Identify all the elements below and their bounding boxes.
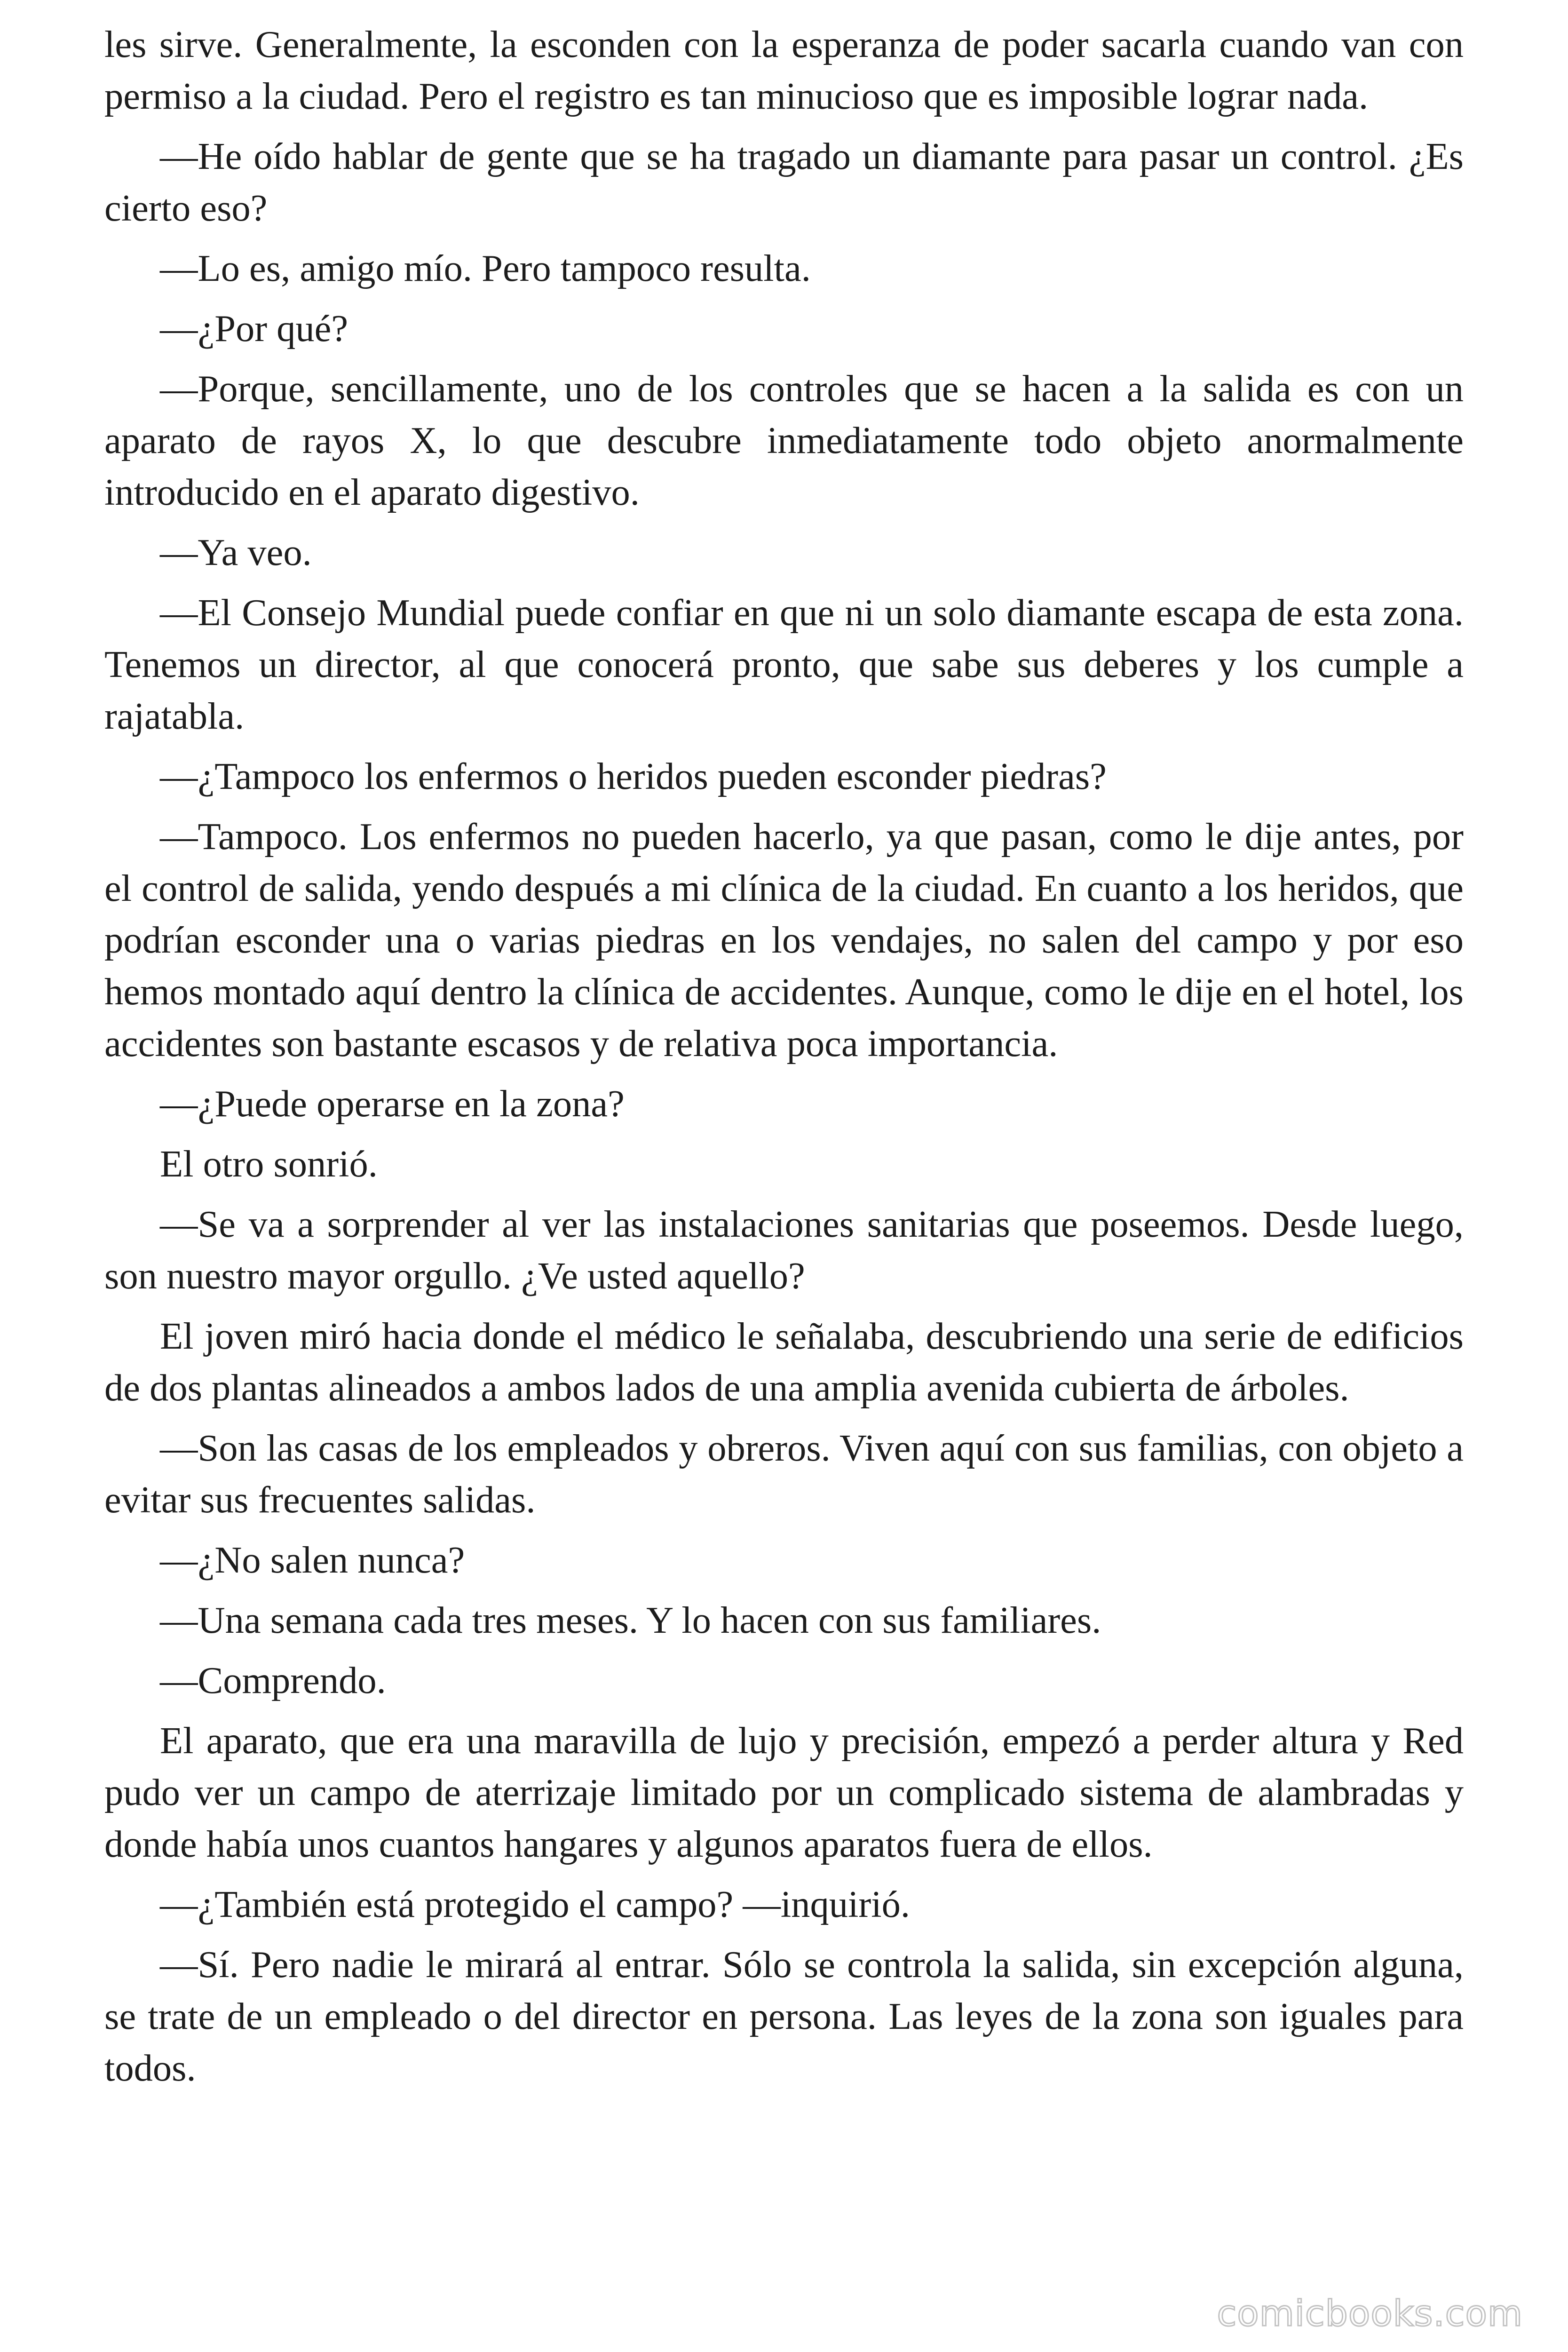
paragraph: —Lo es, amigo mío. Pero tampoco resulta. — [160, 247, 811, 289]
paragraph: —Porque, sencillamente, uno de los controles que se hacen a la salida es con un aparato de rayos X, lo que descubre inmediatamente todo objeto anormalmente introducido en el aparato digestivo. — [104, 368, 1464, 513]
paragraph: El joven miró hacia donde el médico le señalaba, descubriendo una serie de edificios de dos plantas alineados a ambos lados de una amplia avenida cubierta de árboles. — [104, 1315, 1464, 1409]
paragraph: —¿Puede operarse en la zona? — [160, 1083, 625, 1125]
book-page-text — [104, 19, 1464, 2103]
paragraph: —He oído hablar de gente que se ha tragado un diamante para pasar un control. ¿Es cierto eso? — [104, 135, 1464, 229]
paragraph: —Comprendo. — [160, 1660, 386, 1701]
paragraph: —Tampoco. Los enfermos no pueden hacerlo, ya que pasan, como le dije antes, por el control de salida, yendo después a mi clínica de la ciudad. En cuanto a los heridos, que podrían esconder una o varias piedras en los vendajes, no salen del campo y por eso hemos montado aquí dentro la clínica de accidentes. Aunque, como le dije en el hotel, los accidentes son bastante escasos y de relativa poca importancia. — [104, 816, 1464, 1065]
paragraph: —El Consejo Mundial puede confiar en que ni un solo diamante escapa de esta zona. Tenemos un director, al que conocerá pronto, que sabe sus deberes y los cumple a rajatabla. — [104, 592, 1464, 737]
paragraph: —Una semana cada tres meses. Y lo hacen con sus familiares. — [160, 1599, 1101, 1641]
paragraph: —Son las casas de los empleados y obreros. Viven aquí con sus familias, con objeto a evitar sus frecuentes salidas. — [104, 1427, 1464, 1521]
paragraph: les sirve. Generalmente, la esconden con la esperanza de poder sacarla cuando van con permiso a la ciudad. Pero el registro es tan minucioso que es imposible lograr nada. — [104, 24, 1464, 117]
paragraph: —Ya veo. — [160, 532, 312, 573]
paragraph: El otro sonrió. — [160, 1143, 378, 1185]
paragraph: —¿Por qué? — [160, 308, 348, 350]
paragraph: El aparato, que era una maravilla de lujo y precisión, empezó a perder altura y Red pudo ver un campo de aterrizaje limitado por un complicado sistema de alambradas y donde había unos cuantos hangares y algunos aparatos fuera de ellos. — [104, 1720, 1464, 1865]
paragraph: —¿También está protegido el campo? —inquirió. — [160, 1883, 910, 1925]
paragraph: —Se va a sorprender al ver las instalaciones sanitarias que poseemos. Desde luego, son nuestro mayor orgullo. ¿Ve usted aquello? — [104, 1203, 1464, 1297]
paragraph: —¿Tampoco los enfermos o heridos pueden esconder piedras? — [160, 755, 1107, 797]
paragraph: —Sí. Pero nadie le mirará al entrar. Sólo se controla la salida, sin excepción alguna, se trate de un empleado o del director en persona. Las leyes de la zona son iguales para todos. — [104, 1944, 1464, 2089]
watermark: comicbooks.com — [1217, 2292, 1523, 2334]
paragraph: —¿No salen nunca? — [160, 1539, 465, 1581]
